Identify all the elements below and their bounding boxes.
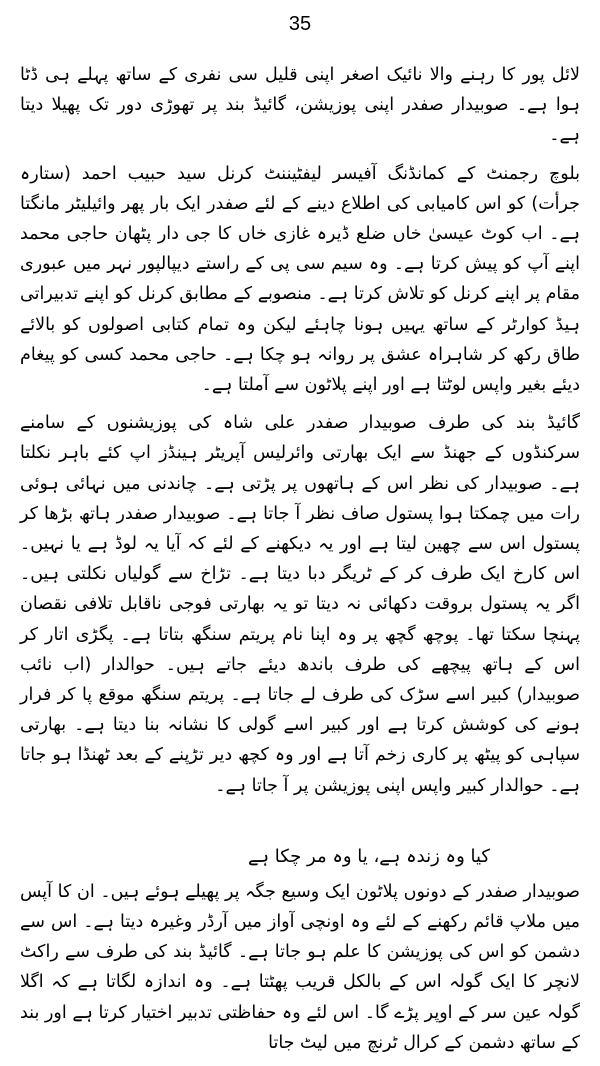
page-body: [20, 60, 580, 1066]
page-number: 35: [288, 13, 312, 35]
paragraph-3: گائیڈ بند کی طرف صوبیدار صفدر علی شاہ کی پوزیشنوں کے سامنے سرکنڈوں کے جھنڈ سے ایک بھارتی وائرلیس آپریٹر ہینڈز اپ کئے باہر نکلتا ہے۔ صوبیدار کی نظر اس کے ہاتھوں پر پڑتی ہے۔ چاندنی میں نہائی ہوئی رات میں چمکتا ہوا پستول صاف نظر آ جاتا ہے۔ صوبیدار صفدر ہاتھ بڑھا کر پستول اس سے چھین لیتا ہے اور یہ دیکھنے کے لئے کہ آیا یہ لوڈ ہے یا نہیں۔ اس کارخ ایک طرف کر کے ٹریگر دبا دیتا ہے۔ تڑاخ سے گولیاں نکلتی ہیں۔ اگر یہ پستول بروقت دکھائی نہ دیتا تو یہ بھارتی فوجی ناقابل تلافی نقصان پہنچا سکتا تھا۔ پوچھ گچھ پر وہ اپنا نام پریتم سنگھ بتاتا ہے۔ پگڑی اتار کر اس کے ہاتھ پیچھے کی طرف باندھ دیئے جاتے ہیں۔ حوالدار (اب نائب صوبیدار) کبیر اسے سڑک کی طرف لے جاتا ہے۔ پریتم سنگھ موقع پا کر فرار ہونے کی کوشش کرتا ہے اور کبیر اسے گولی کا نشانہ بنا دیتا ہے۔ بھارتی سپاہی کو پیٹھ پر کاری زخم آتا ہے اور وہ کچھ دیر تڑپنے کے بعد ٹھنڈا ہو جاتا ہے۔ حوالدار کبیر واپس اپنی پوزیشن پر آ جاتا ہے۔: [20, 413, 580, 796]
section-paragraph-1: صوبیدار صفدر کے دونوں پلاٹون ایک وسیع جگہ پر پھیلے ہوئے ہیں۔ ان کا آپس میں ملاپ قائم رکھنے کے لئے وہ اونچی آواز میں آرڈر وغیرہ دیتا ہے۔ اس سے دشمن کو اس کی پوزیشن کا علم ہو جاتا ہے۔ گائیڈ بند کی طرف سے راکٹ لانچر کا ایک گولہ اس کے بالکل قریب پھٹتا ہے۔ وہ اندازہ لگاتا ہے کہ اگلا گولہ عین سر کے اوپر پڑے گا۔ اس لئے وہ حفاظتی تدبیر اختیار کرتا ہے اور بند کے ساتھ دشمن کے کرال ٹرنچ میں لیٹ جاتا: [20, 881, 580, 1053]
section-heading: کیا وہ زندہ ہے، یا وہ مر چکا ہے: [247, 845, 490, 867]
paragraph-1: لائل پور کا رہنے والا نائیک اصغر اپنی قلیل سی نفری کے ساتھ پہلے ہی ڈٹا ہوا ہے۔ صوبیدار صفدر اپنی پوزیشن، گائیڈ بند پر تھوڑی دور تک پھیلا دیتا ہے۔: [20, 65, 580, 146]
paragraph-2: بلوچ رجمنٹ کے کمانڈنگ آفیسر لیفٹیننٹ کرنل سید حبیب احمد (ستارہ جرأت) کو اس کامیابی کی اطلاع دینے کے لئے صفدر ایک بار پھر وائیلیٹر مانگتا ہے۔ اب کوٹ عیسیٰ خاں ضلع ڈیرہ غازی خاں کا جی دار پٹھان حاجی محمد اپنے آپ کو پیش کرتا ہے۔ وہ سیم سی پی کے راستے دیپالپور نہر میں عبوری مقام پر اپنے کرنل کو تلاش کرتا ہے۔ منصوبے کے مطابق کرنل کو اپنے تدبیراتی ہیڈ کوارٹر کے ساتھ یہیں ہونا چاہئے لیکن وہ تمام کتابی اصولوں کو بالائے طاق رکھ کر شاہراہ عشق پر روانہ ہو چکا ہے۔ حاجی محمد کسی کو پیغام دیئے بغیر واپس لوٹتا ہے اور اپنے پلاٹون سے آملتا ہے۔: [20, 163, 580, 396]
